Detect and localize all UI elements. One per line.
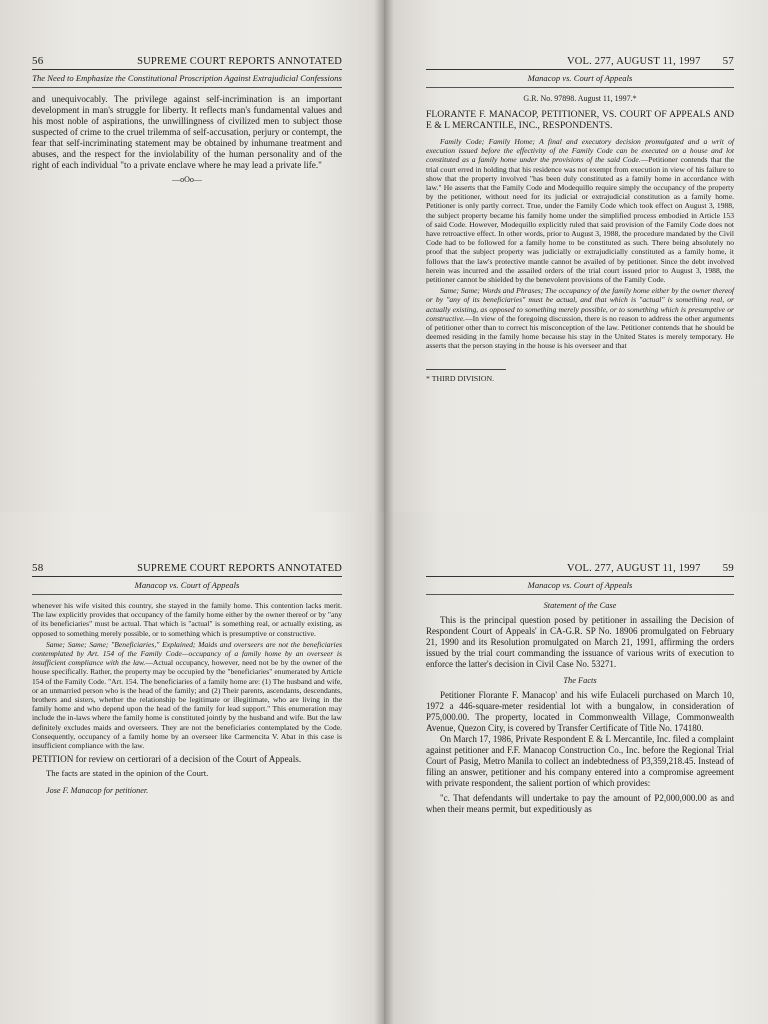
page-number: 56 [32,55,44,67]
running-head [426,55,734,70]
page-gutter-shadow [374,512,384,1024]
body-paragraph: On March 17, 1986, Private Respondent E & L Mercantile, Inc. filed a complaint against petitioner and F.F. Manacop Construction Co., Inc. before the Regional Trial Court of Pasig, Metro Manila to collect an indebtedness of P3,359,218.45. Instead of filing an answer, petitioner and his company entered into a compromise agreement with private respondent, the salient portion of which provides: [426,734,734,788]
running-head-title: VOL. 277, AUGUST 11, 1997 [566,563,701,574]
syllabus-paragraph [426,286,734,350]
running-head-title: SUPREME COURT REPORTS ANNOTATED [137,56,342,67]
syllabus-text: —In view of the foregoing discussion, there is no reason to address the other arguments of petitioner other than to correct his misconception of the law. Petitioner contends that he should be deemed residing in the family home because his stay in the United States is merely temporary. He asserts that the person staying in the house is his overseer and that [426,313,734,351]
page-content [426,55,734,383]
page-number: 57 [722,55,734,67]
end-mark: —oOo— [172,175,202,184]
syllabus-lead: Family Code; Family Home; A final and executory decision promulgated and a writ of execution issued before the effectivity of the Family Code can be executed on a house and lot constituted as a family home under the provisions of the said Code. [426,137,734,165]
quoted-paragraph: "c. That defendants will undertake to pay the amount of P2,000,000.00 as and when their means permit, but expeditiously as [426,793,734,814]
body-paragraph: and unequivocably. The privilege against self-incrimination is an important development in man's struggle for liberty. It reflects man's fundamental values and his most noble of aspirations, the unwillingness of civilized men to subject those suspected of crime to the cruel trilemma of self-accusation, perjury or contempt, the fear that self-incriminating statement may be obtained by inhumane treatment and abuses, and the respect for the inviolability of the human personality and of the right of each individual "to a private enclave where he may lead a private life." [32,94,342,170]
page-gutter-shadow [384,512,394,1024]
page-number: 59 [722,562,734,574]
footnote: * THIRD DIVISION. [426,373,495,383]
page-57 [384,0,768,512]
syllabus-text: —Actual occupancy, however, need not be by the owner of the house specifically. Rather, the property may be occupied by the "beneficiaries" enumerated by Article 154 of the Family Code. "Art. 154. The beneficiaries of a family home are: (1) The husband and wife, or an unmarried person who is the head of the family; and (2) Their parents, ascendants, descendants, brothers and sisters, whether the relationship be legitimate or illegitimate, who are living in the family home and who depend upon the head of the family for lead support." This enumeration may include the in-laws where the family home is constituted jointly by the husband and wife. But the law definitely excludes maids and overseers. They are not the beneficiaries contemplated by the Code. Consequently, occupancy of a family home by an overseer like Carmencita V. Abat in this case is insufficient compliance with the law. [32,658,342,751]
syllabus-paragraph [426,137,734,284]
syllabus-text: —Petitioner contends that the trial court erred in holding that his residence was not exempt from execution in view of his failure to show that the property involved "has been duly constituted as a family home in accordance with law." He asserts that the Family Code and Modequillo require simply the occupancy of the property by the petitioner, without need for its judicial or extrajudicial constitution as a family home. Petitioner is only partly correct. True, under the Family Code which took effect on August 3, 1988, the subject property became his family home under the simplified process embodied in Article 153 of said Code. However, Modequillo explicitly ruled that said provision of the Family Code does not have retroactive effect. In other words, prior to August 3, 1988, the procedure mandated by the Civil Code had to be followed for a family home to be constituted as such. There being absolutely no proof that the subject property was judicially or extrajudicially constituted as a family home, it follows that the law's protective mantle cannot be availed of by petitioner. Since the debt involved herein was incurred and the assailed orders of the trial court issued prior to August 3, 1988, the petitioner cannot be shielded by the benevolent provisions of the Family Code. [426,155,734,285]
page-gutter-shadow [374,0,384,512]
section-heading: The Facts [563,676,597,685]
page-content [32,55,342,188]
footnote-rule [426,369,506,370]
syllabus-paragraph [32,640,342,750]
running-head [32,562,342,577]
case-number: G.R. No. 97898. August 11, 1997.* [523,94,637,103]
section-subhead: Manacop vs. Court of Appeals [426,70,734,88]
facts-intro: The facts are stated in the opinion of the Court. [46,767,209,778]
running-head [426,562,734,577]
section-subhead: The Need to Emphasize the Constitutional Proscription Against Extrajudicial Confessions [32,70,342,88]
counsel-line: Jose F. Manacop for petitioner. [46,785,149,795]
syllabus-continuation: whenever his wife visited this country, she stayed in the family home. This contention lacks merit. The law explicitly provides that occupancy of the family home either by the owner thereof or by "any of its beneficiaries" must be actual. That which is "actual" is something real, or actually existing, as opposed to something merely possible, or to something which is presumptive or constructive. [32,601,342,638]
page-content [32,562,342,803]
running-head-title: SUPREME COURT REPORTS ANNOTATED [137,563,342,574]
running-head-title: VOL. 277, AUGUST 11, 1997 [566,56,701,67]
body-paragraph: Petitioner Florante F. Manacop' and his wife Eulaceli purchased on March 10, 1972 a 446-square-meter residential lot with a bungalow, in consideration of P75,000.00. The property, located in Commonwealth Village, Commonwealth Avenue, Quezon City, is covered by Transfer Certificate of Title No. 174180. [426,690,734,733]
page-content [426,562,734,815]
section-subhead: Manacop vs. Court of Appeals [32,577,342,595]
case-parties: FLORANTE F. MANACOP, PETITIONER, VS. COURT OF APPEALS AND E & L MERCANTILE, INC., RESPONDENTS. [426,109,734,131]
section-heading: Statement of the Case [543,601,617,610]
body-paragraph: This is the principal question posed by petitioner in assailing the Decision of Respondent Court of Appeals' in CA-G.R. SP No. 18906 promulgated on February 21, 1990 and its Resolution promulgated on March 21, 1991, affirming the orders issued by the trial court commanding the issuance of various writs of execution to enforce the latter's decision in Civil Case No. 53271. [426,615,734,669]
section-subhead: Manacop vs. Court of Appeals [426,577,734,595]
page-number: 58 [32,562,44,574]
page-gutter-shadow [384,0,394,512]
page-56 [0,0,384,512]
petition-line: PETITION for review on certiorari of a decision of the Court of Appeals. [32,754,302,765]
syllabus-lead: Same; Same; Words and Phrases; The occupancy of the family home either by the owner thereof or by "any of its beneficiaries" must be actual, and that which is "actual" is something real, or actually existing, as opposed to something merely possible, or to something which is presumptive or constructive. [426,286,734,323]
page-58 [0,512,384,1024]
syllabus-lead: Same; Same; Same; "Beneficiaries," Explained; Maids and overseers are not the beneficiaries contemplated by Art. 154 of the Family Code—occupancy of a family home by an overseer is insufficient compliance with the law. [32,639,342,668]
page-59 [384,512,768,1024]
running-head [32,55,342,70]
